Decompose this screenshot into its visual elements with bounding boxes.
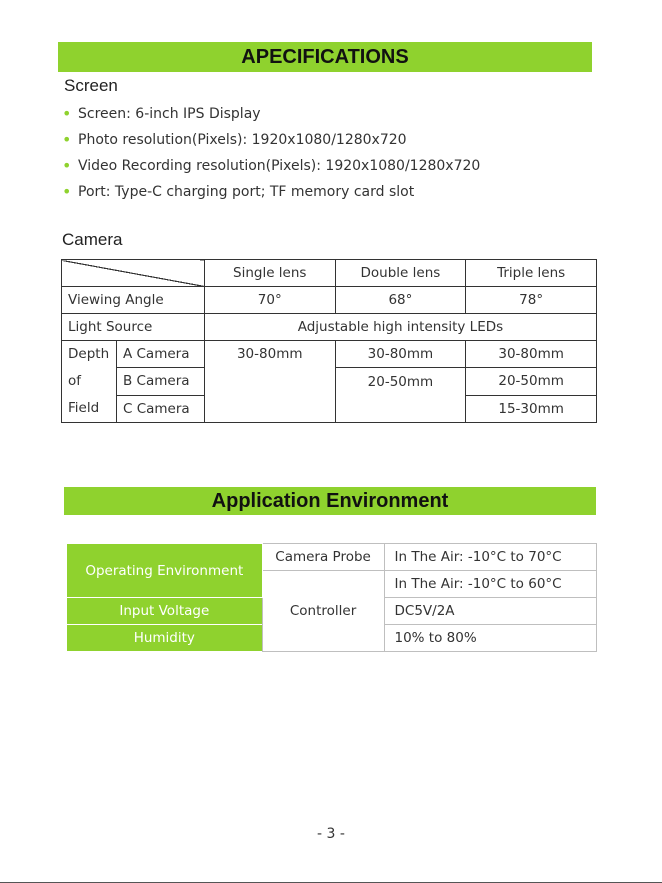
b-camera-triple: 20-50mm (466, 368, 597, 395)
c-camera-triple: 15-30mm (466, 395, 597, 422)
camera-probe-label: Camera Probe (262, 544, 384, 571)
screen-spec-list (62, 104, 480, 208)
list-item: • Port: Type-C charging port; TF memory card slot (62, 182, 415, 201)
camera-heading: Camera (62, 230, 123, 249)
screen-heading: Screen (64, 76, 118, 95)
bullet-icon: • (62, 130, 72, 149)
a-camera-double: 30-80mm (335, 341, 466, 368)
light-source-value: Adjustable high intensity LEDs (204, 314, 596, 341)
camera-spec-table (61, 259, 597, 423)
a-camera-single: 30-80mm (204, 341, 335, 368)
controller-label: Controller (262, 571, 384, 652)
a-camera-triple: 30-80mm (466, 341, 597, 368)
page-number: - 3 - (317, 826, 345, 842)
a-camera-label: A Camera (116, 341, 204, 368)
light-source-label: Light Source (62, 314, 205, 341)
humidity-value: 10% to 80% (384, 625, 597, 652)
col-single-lens: Single lens (204, 260, 335, 287)
list-item: • Screen: 6-inch IPS Display (62, 104, 261, 123)
specifications-banner: APECIFICATIONS (58, 42, 592, 72)
depth-of-field-label: Depth of Field (62, 341, 117, 423)
b-camera-single (204, 368, 335, 395)
application-environment-banner: Application Environment (64, 487, 596, 515)
viewing-angle-label: Viewing Angle (62, 287, 205, 314)
viewing-angle-single: 70° (204, 287, 335, 314)
list-item: • Photo resolution(Pixels): 1920x1080/1280x720 (62, 130, 407, 149)
camera-probe-value: In The Air: -10°C to 70°C (384, 544, 597, 571)
humidity-label: Humidity (67, 625, 263, 652)
input-voltage-value: DC5V/2A (384, 598, 597, 625)
c-camera-single (204, 395, 335, 422)
b-camera-label: B Camera (116, 368, 204, 395)
bullet-icon: • (62, 156, 72, 175)
b-camera-double: 20-50mm (335, 368, 466, 395)
operating-environment-label: Operating Environment (67, 544, 263, 598)
viewing-angle-double: 68° (335, 287, 466, 314)
c-camera-label: C Camera (116, 395, 204, 422)
list-item: • Video Recording resolution(Pixels): 1920x1080/1280x720 (62, 156, 481, 175)
col-triple-lens: Triple lens (466, 260, 597, 287)
viewing-angle-triple: 78° (466, 287, 597, 314)
c-camera-double (335, 395, 466, 422)
controller-value: In The Air: -10°C to 60°C (384, 571, 597, 598)
table-corner-cell (62, 260, 205, 287)
col-double-lens: Double lens (335, 260, 466, 287)
input-voltage-label: Input Voltage (67, 598, 263, 625)
bullet-icon: • (62, 182, 72, 201)
environment-table (66, 543, 597, 652)
bullet-icon: • (62, 104, 72, 123)
